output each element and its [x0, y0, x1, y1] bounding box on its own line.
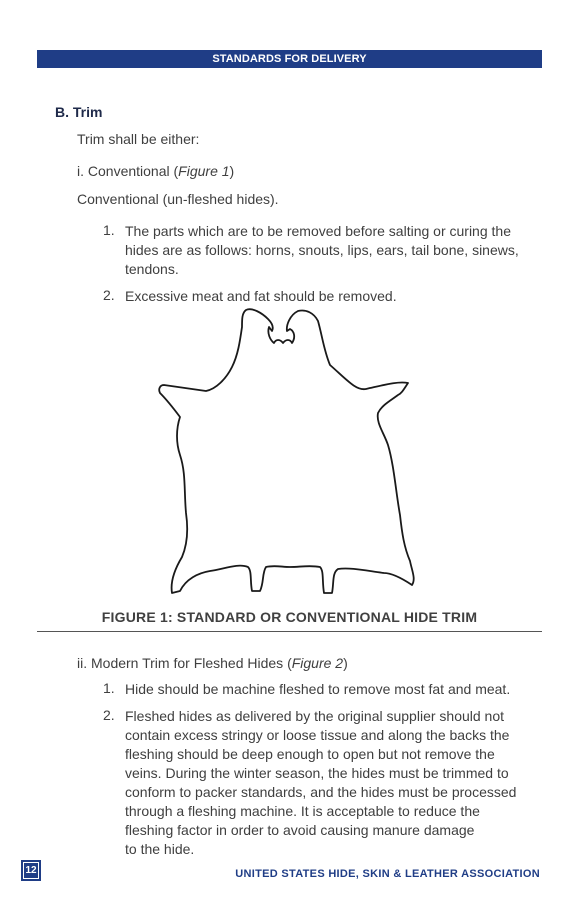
divider	[37, 631, 542, 632]
list-item-line: fleshing should be deep enough to open but not remove the	[125, 746, 495, 762]
section-heading: B. Trim	[55, 104, 103, 120]
section-intro: Trim shall be either:	[77, 131, 200, 147]
footer-organization: UNITED STATES HIDE, SKIN & LEATHER ASSOCIATION	[235, 868, 540, 880]
modern-trim-label: ii. Modern Trim for Fleshed Hides (Figure 2)	[77, 655, 348, 671]
list-item	[125, 680, 510, 699]
list-item-number: 1.	[103, 680, 115, 696]
list-item	[125, 707, 516, 859]
list-item-line: veins. During the winter season, the hides must be trimmed to	[125, 765, 509, 781]
list-item-number: 2.	[103, 287, 115, 303]
list-item-line: contain excess stringy or loose tissue and along the backs the	[125, 727, 510, 743]
hide-outline	[159, 309, 413, 593]
list-item	[125, 287, 397, 306]
list-item-line: to the hide.	[125, 841, 195, 857]
list-item-number: 2.	[103, 707, 115, 723]
list-item-line: through a fleshing machine. It is acceptable to reduce the	[125, 803, 480, 819]
list-item-line: hides are as follows: horns, snouts, lips, ears, tail bone, sinews,	[125, 242, 519, 258]
list-item-number: 1.	[103, 222, 115, 238]
list-item-line: Hide should be machine fleshed to remove most fat and meat.	[125, 681, 511, 697]
list-item-line: fleshing factor in order to avoid causing manure damage	[125, 822, 475, 838]
list-item-line: Fleshed hides as delivered by the original supplier should not	[125, 708, 505, 724]
page-number: 12	[23, 862, 39, 879]
conventional-description: Conventional (un-fleshed hides).	[77, 191, 279, 207]
list-item	[125, 222, 519, 279]
list-item-line: tendons.	[125, 261, 179, 277]
conventional-label: i. Conventional (Figure 1)	[77, 163, 235, 179]
hide-outline-illustration	[150, 305, 420, 600]
figure-caption: FIGURE 1: STANDARD OR CONVENTIONAL HIDE TRIM	[101, 609, 478, 625]
list-item-line: The parts which are to be removed before salting or curing the	[125, 223, 511, 239]
header-title: STANDARDS FOR DELIVERY	[212, 53, 367, 65]
list-item-line: Excessive meat and fat should be removed.	[125, 288, 397, 304]
list-item-line: conform to packer standards, and the hides must be processed	[125, 784, 517, 800]
